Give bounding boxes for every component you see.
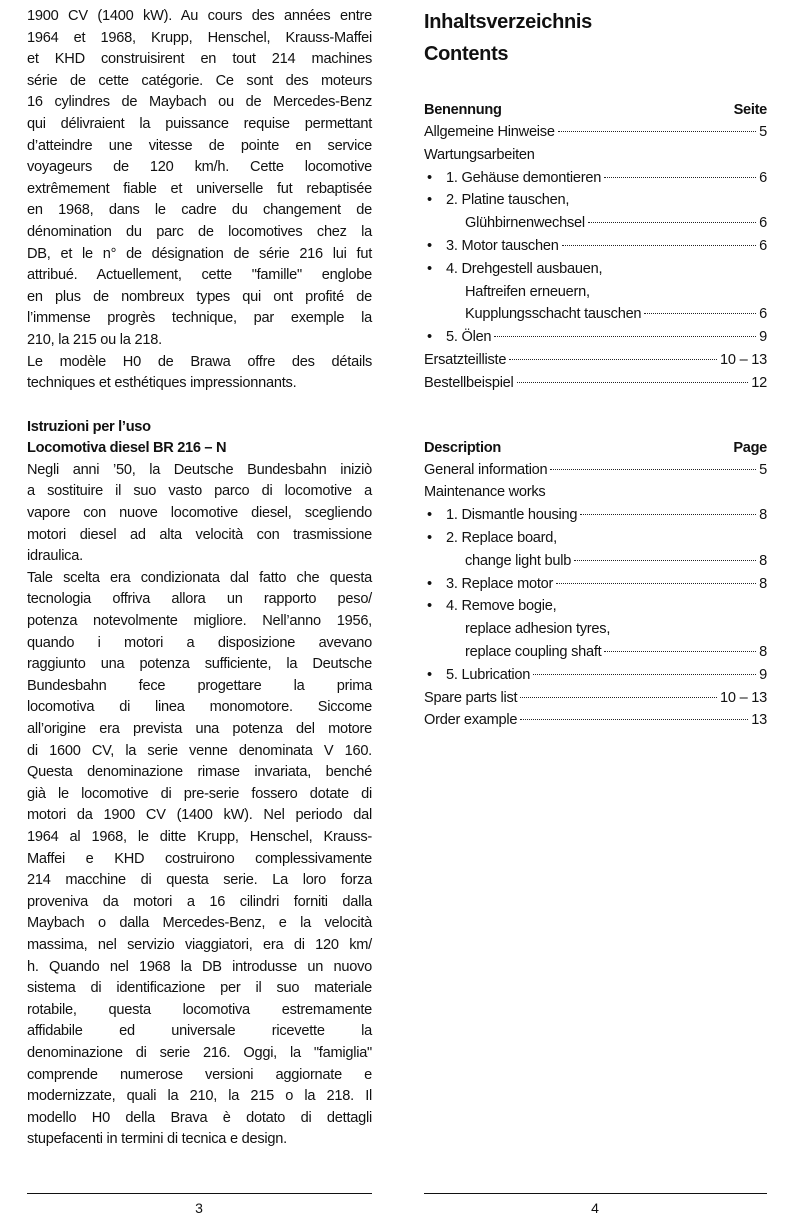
dot-leader [588, 222, 756, 223]
text-line: raggiunto una potenza sufficiente, la Deutsche [27, 656, 372, 673]
dot-leader [562, 245, 757, 246]
text-line: a sostituire il suo vasto parco di locomotive a [27, 483, 372, 500]
toc-en-header [424, 437, 767, 459]
toc-entry-label: 1. Dismantle housing [446, 507, 578, 524]
text-line: dénomination du parc de locomotives chez la [27, 223, 372, 240]
toc-entry-page: 9 [759, 666, 767, 683]
text-line: Maffei e KHD costruirono complessivamente [27, 850, 372, 867]
text-line: modello H0 della Brava è dotato di dettagli [27, 1109, 372, 1126]
toc-en-maintenance [424, 481, 767, 504]
text-line: 214 macchine di questa serie. La loro forza [27, 872, 372, 889]
text-line: 1964 et 1968, Krupp, Henschel, Krauss-Maffei [27, 29, 372, 46]
toc-entry-label: 2. Replace board, [446, 529, 557, 546]
text-line: DB, et le n° de désignation de série 216 lui fut [27, 245, 372, 262]
text-line: vapore con nuove locomotive diesel, scegliendo [27, 505, 372, 522]
text-line: en plus de nombreux types qui ont profité de [27, 288, 372, 305]
text-line: proveniva da motori a 16 cilindri forniti dalla [27, 893, 372, 910]
dot-leader [533, 674, 756, 675]
text-line: di 1600 CV, la serie venne denominata V 160. [27, 742, 372, 759]
toc-en-general[interactable] [424, 459, 767, 482]
toc-entry-page: 6 [759, 169, 767, 186]
toc-entry-label: Order example [424, 712, 518, 729]
text-line: 210, la 215 ou la 218. [27, 331, 162, 348]
text-line: rotabile, questa locomotiva estremamente [27, 1001, 372, 1018]
toc-en-item-5[interactable] [424, 664, 767, 687]
toc-de-item-2[interactable] [424, 212, 767, 235]
bullet-icon: • [427, 329, 432, 346]
right-column [424, 6, 767, 732]
bullet-icon: • [427, 666, 432, 683]
text-line: l’immense progrès technique, par exemple la [27, 310, 372, 327]
toc-entry-page: 10 – 13 [720, 689, 767, 706]
toc-de-general[interactable] [424, 121, 767, 144]
text-line: idraulica. [27, 548, 83, 565]
toc-entry-page: 8 [759, 643, 767, 660]
bullet-icon: • [427, 169, 432, 186]
toc-entry-page: 8 [759, 575, 767, 592]
dot-leader [520, 697, 717, 698]
toc-entry-page: 9 [759, 329, 767, 346]
dot-leader [494, 336, 756, 337]
toc-en-item-1[interactable] [424, 504, 767, 527]
toc-en-spare-parts[interactable] [424, 687, 767, 710]
text-line: motori da 1900 CV (1400 kW). Nel periodo dal [27, 807, 372, 824]
text-line: Questa denominazione rimase invariata, benché [27, 764, 372, 781]
toc-de-order-example[interactable] [424, 372, 767, 395]
toc-de-item-3[interactable] [424, 235, 767, 258]
toc-entry-label: change light bulb [465, 552, 572, 569]
toc-en-item-2-line-1[interactable] [424, 527, 767, 550]
footer-rule-right [424, 1193, 767, 1194]
toc-entry-page: 8 [759, 552, 767, 569]
toc-entry-page: 5 [759, 461, 767, 478]
text-line: 1900 CV (1400 kW). Au cours des années entre [27, 8, 372, 24]
dot-leader [644, 313, 756, 314]
toc-de-item-2-line-1[interactable] [424, 189, 767, 212]
toc-entry-label: 3. Replace motor [446, 575, 554, 592]
text-line: Negli anni ’50, la Deutsche Bundesbahn iniziò [27, 461, 372, 478]
toc-de-item-4-line-1[interactable] [424, 258, 767, 281]
toc-entry-label: 3. Motor tauschen [446, 237, 559, 254]
toc-entry-label: Bestellbeispiel [424, 374, 514, 391]
toc-entry-page: 6 [759, 306, 767, 323]
toc-en-order-example[interactable] [424, 709, 767, 732]
text-line: modernizzate, quali la 210, la 215 o la 218. Il [27, 1088, 372, 1105]
text-line: Bundesbahn fece progettare la prima [27, 677, 372, 694]
toc-entry-label: Spare parts list [424, 689, 518, 706]
toc-de-header [424, 99, 767, 121]
toc-entry-label: 4. Remove bogie, [446, 598, 557, 615]
toc-entry-page: 10 – 13 [720, 351, 767, 368]
toc-entry-label: Glühbirnenwechsel [465, 215, 585, 232]
bullet-icon: • [427, 507, 432, 524]
text-line: et KHD construisirent en tout 214 machines [27, 51, 372, 68]
text-line: locomotiva di linea monomotore. Siccome [27, 699, 372, 716]
text-line: già le locomotive di pre-serie fossero dotate di [27, 785, 372, 802]
italian-heading-instructions: Istruzioni per l’uso [27, 418, 151, 435]
text-line: voyageurs de 120 km/h. Cette locomotive [27, 159, 372, 176]
bullet-icon: • [427, 260, 432, 277]
toc-entry-label: Allgemeine Hinweise [424, 124, 555, 140]
toc-entry-page: 6 [759, 237, 767, 254]
toc-de-spare-parts[interactable] [424, 349, 767, 372]
dot-leader [558, 131, 756, 132]
text-line: attribué. Actuellement, cette "famille" englobe [27, 267, 372, 284]
bullet-icon: • [427, 529, 432, 546]
toc-entry-page: 5 [759, 124, 767, 140]
toc-entry-label: 5. Ölen [446, 329, 492, 346]
dot-leader [604, 177, 756, 178]
toc-english [424, 437, 767, 733]
contents-title-de: Inhaltsverzeichnis [424, 11, 592, 33]
toc-de-item-4-line-2: Haftreifen erneuern, [465, 283, 590, 300]
text-line: d’atteindre une vitesse de pointe en service [27, 137, 372, 154]
bullet-icon: • [427, 598, 432, 615]
text-line: all’origine era prevista una potenza del motore [27, 721, 372, 737]
toc-de-item-5[interactable] [424, 326, 767, 349]
toc-en-item-4-line-1[interactable] [424, 595, 767, 618]
text-line: stupefacenti in termini di tecnica e design. [27, 1131, 287, 1148]
text-line: qui délivraient la puissance requise permettant [27, 115, 372, 132]
italian-heading-locomotive: Locomotiva diesel BR 216 – N [27, 440, 227, 457]
text-line: 1964 al 1968, le ditte Krupp, Henschel, Krauss- [27, 828, 372, 845]
bullet-icon: • [427, 192, 432, 209]
text-line: affidabile ed universale ricevette la [27, 1023, 372, 1040]
toc-en-item-4-line-2: replace adhesion tyres, [465, 621, 611, 638]
toc-entry-page: 13 [751, 712, 767, 729]
dot-leader [556, 583, 756, 584]
text-line: sistema di identificazione per il suo materiale [27, 980, 372, 997]
left-column [27, 6, 372, 1151]
text-line: en 1968, dans le cadre du changement de [27, 202, 372, 219]
dot-leader [509, 359, 717, 360]
text-line: motori diesel ad alta velocità con trasmissione [27, 526, 372, 543]
contents-title-en: Contents [424, 43, 509, 65]
text-line: Le modèle H0 de Brawa offre des détails [27, 353, 372, 370]
toc-en-col-label: Description [424, 439, 501, 456]
toc-section-label: Wartungsarbeiten [424, 146, 535, 163]
dot-leader [604, 651, 756, 652]
text-line: massima, nel servizio viaggiatori, era di 120 km/ [27, 936, 372, 953]
toc-entry-label: 1. Gehäuse demontieren [446, 169, 602, 186]
text-line: 16 cylindres de Maybach ou de Mercedes-Benz [27, 94, 372, 111]
dot-leader [574, 560, 756, 561]
toc-entry-label: 4. Drehgestell ausbauen, [446, 260, 603, 277]
text-line: série de cette catégorie. Ce sont des moteurs [27, 72, 372, 89]
italian-text-block [27, 460, 372, 1151]
toc-de-item-4[interactable] [424, 303, 767, 326]
toc-entry-label: Ersatzteilliste [424, 351, 507, 368]
bullet-icon: • [427, 575, 432, 592]
dot-leader [520, 719, 748, 720]
toc-de-maintenance [424, 144, 767, 167]
toc-german [424, 99, 767, 395]
text-line: Maybach o dalla Mercedes-Benz, e la velocità [27, 915, 372, 932]
dot-leader [517, 382, 749, 383]
toc-entry-page: 6 [759, 215, 767, 232]
toc-entry-page: 12 [751, 374, 767, 391]
toc-entry-label: replace coupling shaft [465, 643, 602, 660]
text-line: denominazione di serie 216. Oggi, la "famiglia" [27, 1044, 372, 1061]
toc-entry-page: 8 [759, 507, 767, 524]
french-text-block [27, 6, 372, 395]
toc-en-item-4[interactable] [424, 641, 767, 664]
bullet-icon: • [427, 237, 432, 254]
page-number-left: 3 [195, 1200, 203, 1216]
toc-de-col-label: Benennung [424, 102, 502, 118]
text-line: tecnologia offriva allora un rapporto peso/ [27, 591, 372, 608]
footer-rule-left [27, 1193, 372, 1194]
dot-leader [550, 469, 756, 470]
toc-entry-label: 5. Lubrication [446, 666, 531, 683]
toc-entry-label: General information [424, 461, 548, 478]
text-line: Tale scelta era condizionata dal fatto che questa [27, 569, 372, 586]
toc-entry-label: Kupplungsschacht tauschen [465, 306, 642, 323]
dot-leader [580, 514, 756, 515]
text-line: h. Quando nel 1968 la DB introdusse un nuovo [27, 958, 372, 975]
toc-section-label: Maintenance works [424, 484, 546, 501]
toc-en-col-page: Page [733, 439, 767, 456]
toc-en-item-2[interactable] [424, 550, 767, 573]
toc-en-item-3[interactable] [424, 573, 767, 596]
text-line: extrêmement fiable et universelle fut rebaptisée [27, 180, 372, 197]
page-number-right: 4 [591, 1200, 599, 1216]
text-line: quando i motori a disposizione avevano [27, 634, 372, 651]
toc-de-item-1[interactable] [424, 167, 767, 190]
text-line: techniques et esthétiques impressionnants. [27, 375, 297, 392]
text-line: comprende numerose versioni aggiornate e [27, 1066, 372, 1083]
toc-de-col-page: Seite [733, 102, 767, 118]
text-line: potenza notevolmente migliore. Nell’anno 1956, [27, 613, 372, 630]
toc-entry-label: 2. Platine tauschen, [446, 192, 570, 209]
